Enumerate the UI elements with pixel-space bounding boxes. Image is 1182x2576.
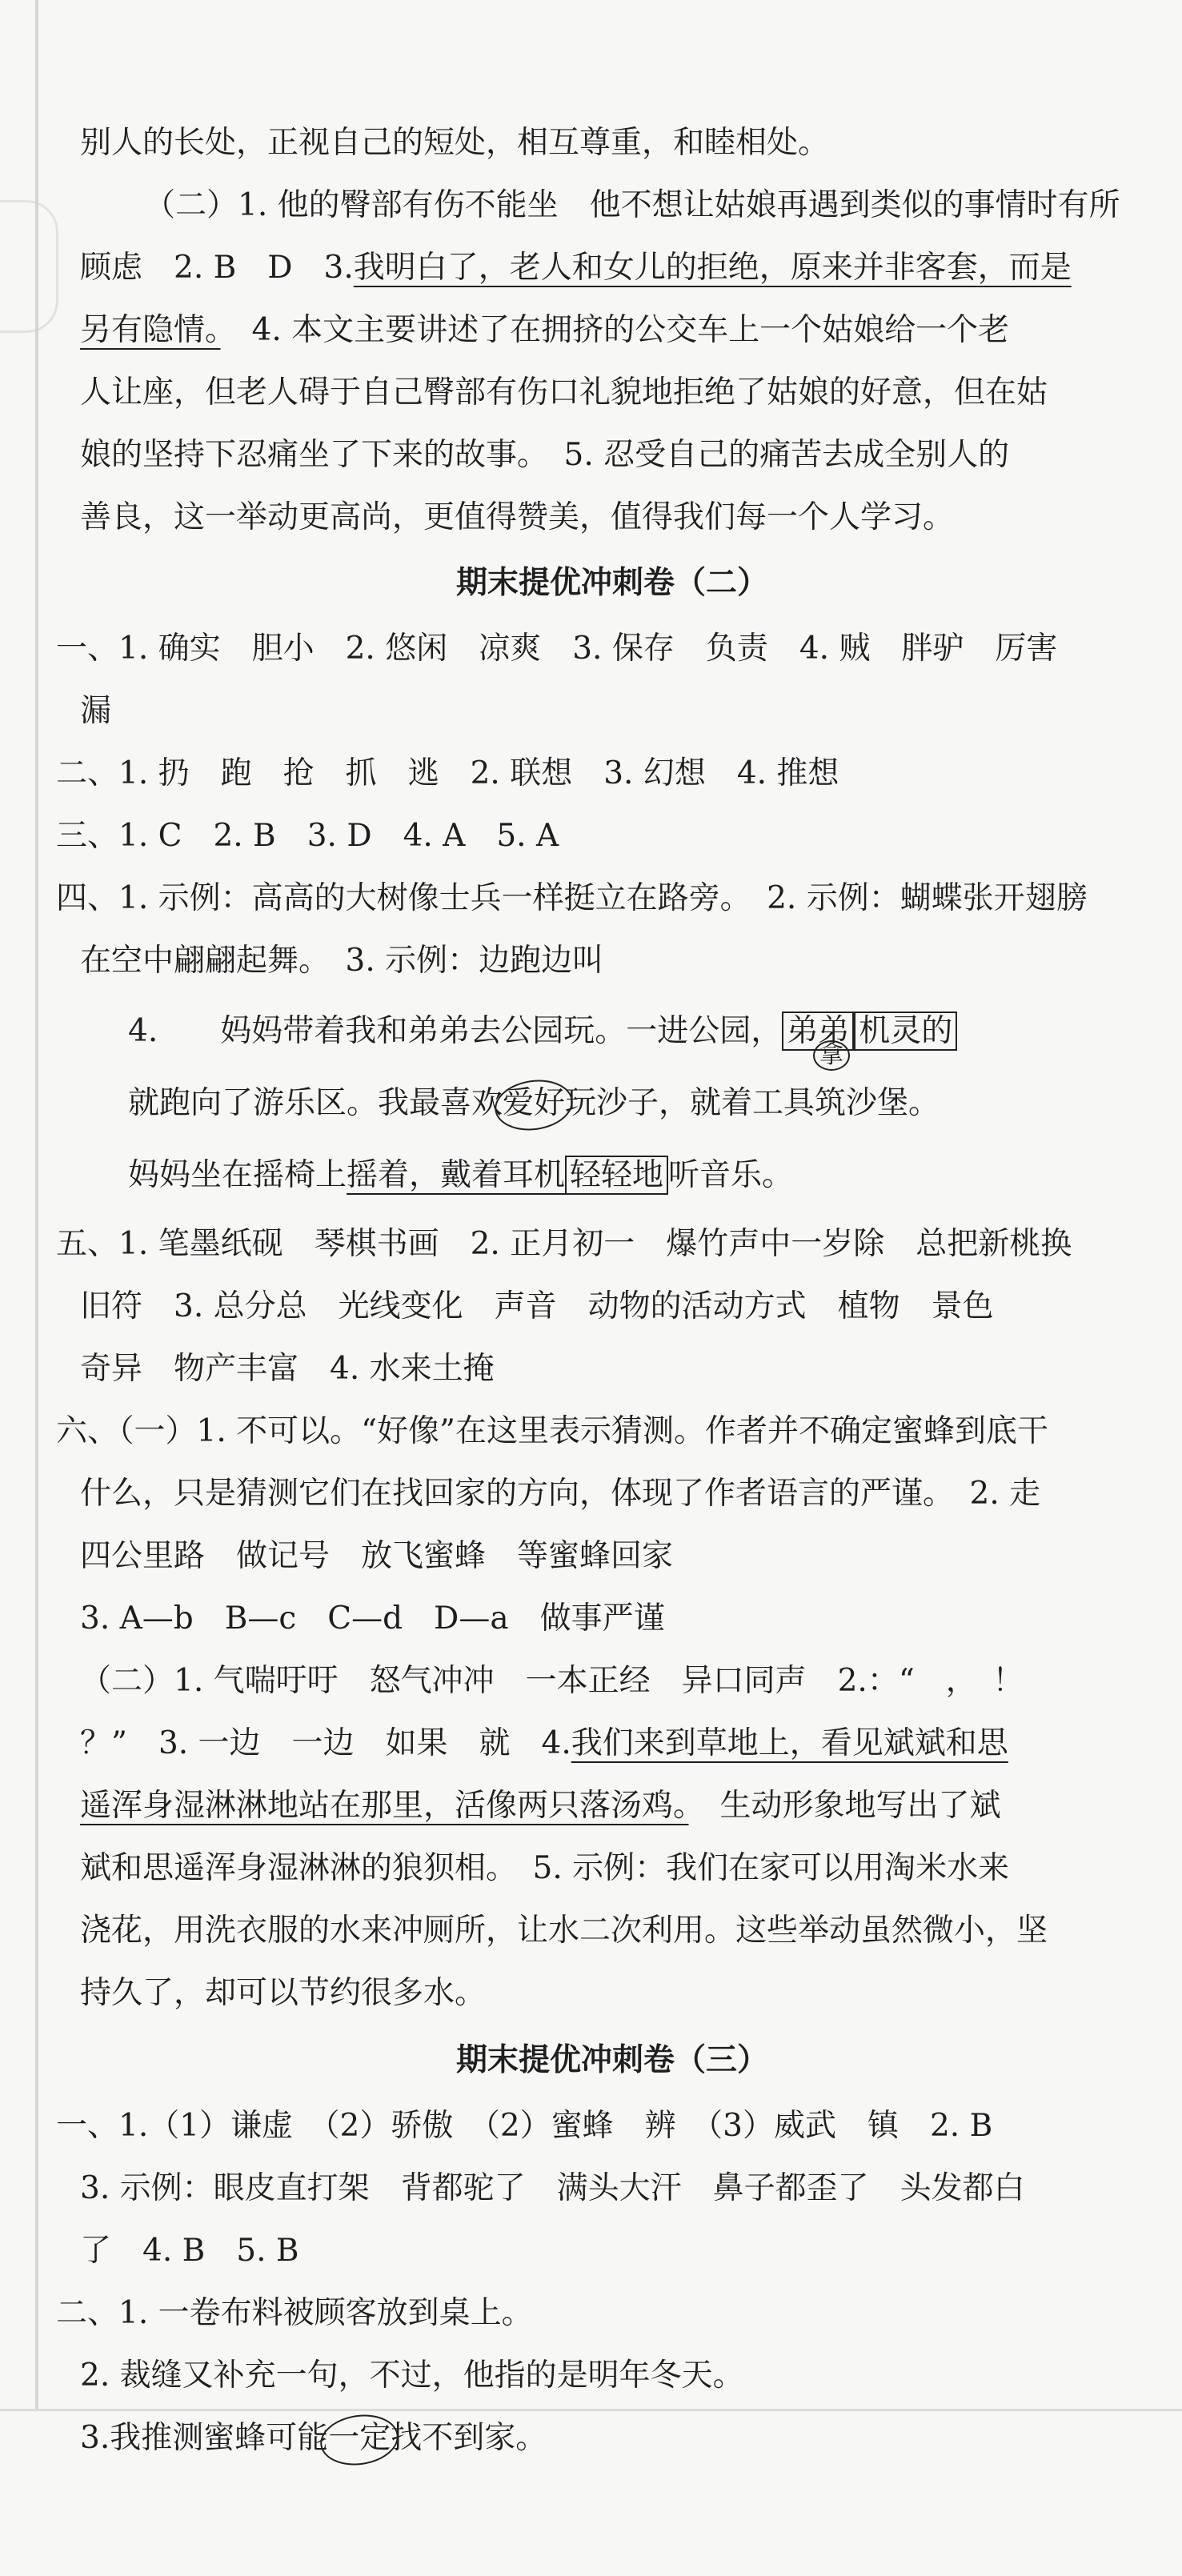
text-line	[80, 1775, 1001, 1837]
underlined-answer: 另有隐情。	[80, 312, 221, 348]
section-title: 期末提优冲刺卷（三）	[455, 2042, 768, 2078]
text-line: 一、1. 确实 胆小 2. 悠闲 凉爽 3. 保存 负责 4. 贼 胖驴 厉害	[56, 631, 1058, 667]
text-line: 了 4. B 5. B	[80, 2233, 299, 2269]
underlined-answer: 遥浑身湿淋淋地站在那里，活像两只落汤鸡。	[80, 1788, 689, 1824]
underlined-answer: 我们来到草地上，看见斌斌和思	[571, 1725, 1008, 1761]
text-line: 旧符 3. 总分总 光线变化 声音 动物的活动方式 植物 景色	[80, 1288, 994, 1324]
text-run: ？” 3. 一边 一边 如果 就 4.	[80, 1725, 571, 1761]
text-line: 什么，只是猜测它们在找回家的方向，体现了作者语言的严谨。 2. 走	[80, 1476, 1041, 1512]
binding-stamp	[0, 200, 58, 333]
text-run: 顾虑 2. B D 3.	[80, 250, 354, 286]
text-run: 4. 本文主要讲述了在拥挤的公交车上一个姑娘给一个老	[220, 312, 1010, 348]
text-line	[80, 1713, 1008, 1775]
text-run: 4. 妈妈带着我和弟弟去公园玩。一进公园，	[128, 1013, 783, 1049]
boxed-word: 弟弟	[782, 1012, 854, 1051]
text-run: 着工具筑沙堡。	[721, 1085, 940, 1121]
text-line: 一、1.（1）谦虚 （2）骄傲 （2）蜜蜂 辨 （3）威武 镇 2. B	[56, 2108, 993, 2144]
text-run: 生动形象地写出了斌	[688, 1788, 1001, 1824]
correction-mark: 拿	[813, 1040, 850, 1071]
text-line: 娘的坚持下忍痛坐了下来的故事。 5. 忍受自己的痛苦去成全别人的	[80, 437, 1010, 473]
binding-rule	[35, 0, 38, 2409]
text-run: 找不到家。	[391, 2420, 547, 2456]
text-line: （二）1. 他的臀部有伤不能坐 他不想让姑娘再遇到类似的事情时有所	[144, 187, 1120, 223]
text-line: 三、1. C 2. B 3. D 4. A 5. A	[56, 818, 559, 854]
text-line: 奇异 物产丰富 4. 水来土掩	[80, 1351, 495, 1387]
text-line: 浇花，用洗衣服的水来冲厕所，让水二次利用。这些举动虽然微小，坚	[80, 1913, 1048, 1949]
text-line	[80, 299, 1009, 362]
text-line: 持久了，却可以节约很多水。	[80, 1975, 487, 2011]
handwritten-line	[128, 1072, 940, 1135]
text-line: 四公里路 做记号 放飞蜜蜂 等蜜蜂回家	[80, 1538, 674, 1574]
text-line: 四、1. 示例：高高的大树像士兵一样挺立在路旁。 2. 示例：蝴蝶张开翅膀	[56, 880, 1088, 916]
text-line: 3. 示例：眼皮直打架 背都驼了 满头大汗 鼻子都歪了 头发都白	[80, 2170, 1025, 2206]
text-run: 我推测蜜蜂可能	[110, 2420, 329, 2456]
text-line: 人让座，但老人碍于自己臀部有伤口礼貌地拒绝了姑娘的好意，但在姑	[80, 375, 1048, 411]
underlined-answer: 我明白了，老人和女儿的拒绝，原来并非客套，而是	[353, 250, 1072, 286]
boxed-word: 轻轻地	[565, 1156, 668, 1195]
text-line: 六、（一）1. 不可以。“好像”在这里表示猜测。作者并不确定蜜蜂到底干	[56, 1413, 1048, 1449]
text-line: 二、1. 一卷布料被顾客放到桌上。	[56, 2295, 533, 2331]
text-line: 别人的长处，正视自己的短处，相互尊重，和睦相处。	[80, 125, 830, 161]
text-line: 二、1. 扔 跑 抢 抓 逃 2. 联想 3. 幻想 4. 推想	[56, 755, 839, 791]
text-line: 五、1. 笔墨纸砚 琴棋书画 2. 正月初一 爆竹声中一岁除 总把新桃换	[56, 1226, 1072, 1262]
text-run: 妈妈坐在摇椅上	[128, 1157, 347, 1193]
text-run: 玩沙子，就	[565, 1085, 722, 1121]
text-line: 善良，这一举动更高尚，更值得赞美，值得我们每一个人学习。	[80, 499, 955, 535]
text-line: 斌和思遥浑身湿淋淋的狼狈相。 5. 示例：我们在家可以用淘米水来	[80, 1850, 1010, 1886]
text-line: 3. A—b B—c C—d D—a 做事严谨	[80, 1600, 665, 1637]
text-run: 就跑向了游乐区。我最喜欢	[128, 1085, 503, 1121]
circled-word: 一定	[328, 2407, 391, 2470]
boxed-word: 机灵的	[854, 1012, 957, 1051]
text-line: 在空中翩翩起舞。 3. 示例：边跑边叫	[80, 943, 604, 979]
section-title: 期末提优冲刺卷（二）	[455, 565, 768, 601]
circled-word: 爱好	[503, 1072, 565, 1135]
text-line: （二）1. 气喘吁吁 怒气冲冲 一本正经 异口同声 2.：“ ， ！	[80, 1663, 1024, 1699]
text-line	[80, 237, 1072, 299]
handwritten-line	[80, 2407, 547, 2470]
underlined-answer: 摇着，戴着耳机	[347, 1157, 566, 1193]
handwritten-line	[128, 1144, 793, 1207]
text-line: 2. 裁缝又补充一句，不过，他指的是明年冬天。	[80, 2358, 744, 2394]
text-run: 听音乐。	[668, 1157, 794, 1193]
text-run: 3.	[80, 2420, 110, 2456]
text-line: 漏	[80, 693, 112, 729]
